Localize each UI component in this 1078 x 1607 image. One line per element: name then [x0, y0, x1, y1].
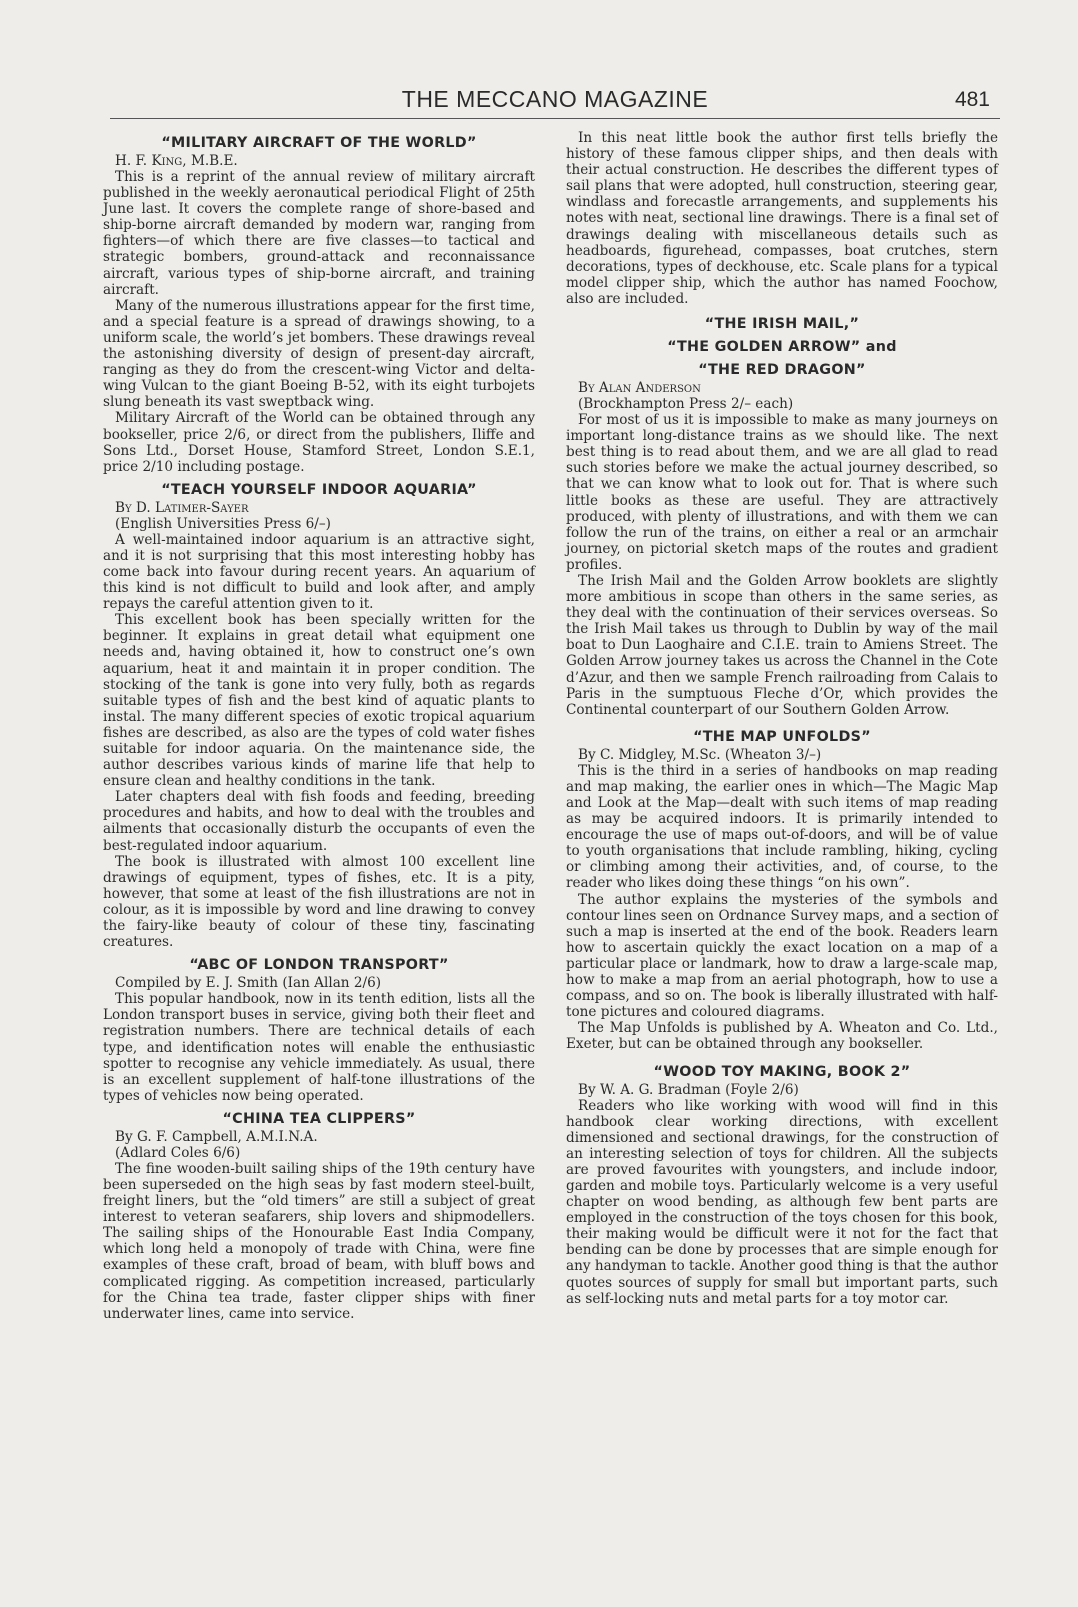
- military-p3: Military Aircraft of the World can be obtained through any bookseller, price 2/6, or direct from the publishers, Iliffe and Sons Ltd., Dorset House, Stamford Street, London S.E.1, price 2/10 including postage.: [103, 410, 535, 475]
- clippers-p1: The fine wooden-built sailing ships of the 19th century have been superseded on the high seas by fast modern steel-built, freight liners, but the “old timers” are still a subject of great interest to veteran seafarers, ship lovers and shipmodellers. The sailing ships of the Honourable East India Company, which long held a monopoly of trade with China, were fine examples of these craft, broad of beam, with bluff bows and complicated rigging. As competition increased, particularly for the China tea trade, faster clipper ships with finer underwater lines, came into service.: [103, 1160, 535, 1322]
- wood-byline: By W. A. G. Bradman (Foyle 2/6): [578, 1081, 799, 1098]
- map-byline: By C. Midgley, M.Sc. (Wheaton 3/–): [578, 746, 822, 763]
- wood-heading: “WOOD TOY MAKING, BOOK 2”: [653, 1063, 911, 1080]
- aquaria-byline: By D. Latimer-Sayer: [115, 499, 249, 516]
- military-p2: Many of the numerous illustrations appear for the first time, and a special feature is a spread of drawings showing, to a uniform scale, the world’s jet bombers. These drawings reveal the astonishing diversity of design of present-day aircraft, ranging as they do from the crescent-wing Victor and delta-wing Vulcan to the giant Boeing B-52, with its eight turbojets slung beneath its vast sweptback wing.: [103, 297, 535, 411]
- map-heading: “THE MAP UNFOLDS”: [693, 728, 871, 745]
- abc-p1: This popular handbook, now in its tenth edition, lists all the London transport buses in service, giving both their fleet and registration numbers. There are technical details of each type, and identification notes will enable the enthusiastic spotter to recognise any vehicle immediately. As usual, there is an excellent supplement of half-tone illustrations of the types of vehicles now being operated.: [103, 991, 535, 1104]
- map-p3: The Map Unfolds is published by A. Wheaton and Co. Ltd., Exeter, but can be obtained through any bookseller.: [566, 1020, 998, 1053]
- aquaria-publisher: (English Universities Press 6/–): [115, 515, 331, 532]
- aquaria-p3: Later chapters deal with fish foods and feeding, breeding procedures and habits, and how to deal with the troubles and ailments that occasionally disturb the occupants of even the best-regulated indoor aquarium.: [103, 789, 535, 854]
- wood-p1: Readers who like working with wood will find in this handbook clear working directions, with excellent dimensioned and sectional drawings, for the construction of an interesting selection of toys for children. All the subjects are proved favourites with youngsters, and include indoor, garden and mobile toys. Particularly welcome is a very useful chapter on wood bending, as although few bent parts are employed in the construction of the toys chosen for this book, their making would be difficult were it not for the fact that bending can be done by processes that are simple enough for any handyman to tackle. Another good thing is that the author quotes sources of supply for small but important parts, such as self-locking nuts and metal parts for a toy motor car.: [566, 1097, 998, 1307]
- abc-heading: “ABC OF LONDON TRANSPORT”: [189, 957, 449, 974]
- map-p2: The author explains the mysteries of the symbols and contour lines seen on Ordnance Survey maps, and a section of such a map is inserted at the end of the book. Readers learn how to ascertain quickly the exact location on a map of a particular place or landmark, how to draw a large-scale map, how to make a map from an aerial photograph, how to use a compass, and so on. The book is liberally illustrated with half-tone pictures and coloured diagrams.: [566, 891, 998, 1021]
- right-column: [566, 130, 998, 1307]
- aquaria-heading: “TEACH YOURSELF INDOOR AQUARIA”: [161, 481, 477, 498]
- aquaria-p2: This excellent book has been specially written for the beginner. It explains in great detail what equipment one needs and, having obtained it, how to construct one’s own aquarium, heat it and maintain it in proper condition. The stocking of the tank is gone into very fully, both as regards suitable types of fish and the best kind of aquatic plants to instal. The many different species of exotic tropical aquarium fishes are described, as also are the types of cold water fishes suitable for indoor aquaria. On the maintenance side, the author describes various kinds of marine life that help to ensure clean and healthy conditions in the tank.: [103, 612, 535, 790]
- irish-publisher: (Brockhampton Press 2/– each): [578, 396, 794, 413]
- irish-p2: The Irish Mail and the Golden Arrow booklets are slightly more ambitious in scope than others in the same series, as they deal with the continuation of their services overseas. So the Irish Mail takes us through to Dublin by way of the mail boat to Dun Laoghaire and C.I.E. train to Amiens Street. The Golden Arrow journey takes us across the Channel in the Cote d’Azur, and then we sample French railroading from Calais to Paris in the sumptuous Fleche d’Or, which provides the Continental counterpart of our Southern Golden Arrow.: [566, 572, 998, 718]
- map-p1: This is the third in a series of handbooks on map reading and map making, the earlier ones in which—The Magic Map and Look at the Map—dealt with such items of map reading as may be acquired indoors. It is primarily intended to encourage the use of maps out-of-doors, and will be of value to youth organisations that include rambling, hiking, cycling or climbing among their activities, and, of course, to the reader who likes doing these things “on his own”.: [566, 762, 998, 892]
- irish-p1: For most of us it is impossible to make as many journeys on important long-distance trains as we should like. The next best thing is to read about them, and we are all glad to read such stories before we make the actual journey described, so that we can know what to look out for. That is where such little books as these are useful. They are attractively produced, with plenty of illustrations, and with them we can follow the run of the trains, on either a real or an armchair journey, on pictorial sketch maps of the routes and gradient profiles.: [566, 412, 998, 573]
- clippers-byline: By G. F. Campbell, A.M.I.N.A.: [115, 1128, 318, 1145]
- header-rule: [110, 118, 1000, 119]
- page-header: [110, 86, 1000, 116]
- clippers-heading: “CHINA TEA CLIPPERS”: [222, 1110, 416, 1127]
- page-number: 481: [954, 88, 990, 111]
- left-column: [103, 128, 535, 1322]
- irish-byline: By Alan Anderson: [578, 380, 701, 397]
- military-byline: H. F. King, M.B.E.: [115, 153, 238, 169]
- military-heading: “MILITARY AIRCRAFT OF THE WORLD”: [161, 135, 477, 151]
- aquaria-p4: The book is illustrated with almost 100 excellent line drawings of equipment, types of fishes, etc. It is a pity, however, that some at least of the fish illustrations are not in colour, as it is impossible by word and line drawing to convey the fairy-like beauty of colour of these tiny, fascinating creatures.: [103, 853, 535, 951]
- irish-heading-3: “THE RED DRAGON”: [698, 362, 866, 379]
- clippers-publisher: (Adlard Coles 6/6): [115, 1144, 241, 1161]
- abc-byline: Compiled by E. J. Smith (Ian Allan 2/6): [115, 975, 382, 992]
- aquaria-p1: A well-maintained indoor aquarium is an attractive sight, and it is not surprising that this most interesting hobby has come back into favour during recent years. An aquarium of this kind is not difficult to build and look after, and amply repays the careful attention given to it.: [103, 531, 535, 613]
- military-p1: This is a reprint of the annual review of military aircraft published in the weekly aeronautical periodical Flight of 25th June last. It covers the complete range of shore-based and ship-borne aircraft demanded by modern war, ranging from fighters—of which there are five classes—to tactical and strategic bombers, ground-attack and reconnaissance aircraft, various types of ship-borne aircraft, and training aircraft.: [103, 169, 535, 298]
- irish-heading-1: “THE IRISH MAIL,”: [704, 316, 860, 333]
- magazine-title: THE MECCANO MAGAZINE: [401, 86, 709, 112]
- irish-heading-2: “THE GOLDEN ARROW” and: [667, 339, 897, 356]
- clippers-p2: In this neat little book the author first tells briefly the history of these famous clipper ships, and then deals with their actual construction. He describes the different types of sail plans that were adopted, hull construction, steering gear, windlass and forecastle arrangements, and supplements his notes with neat, sectional line drawings. There is a final set of drawings dealing with miscellaneous details such as headboards, figurehead, compasses, boat crutches, stern decorations, types of deckhouse, etc. Scale plans for a typical model clipper ship, which the author has named Foochow, also are included.: [566, 130, 998, 307]
